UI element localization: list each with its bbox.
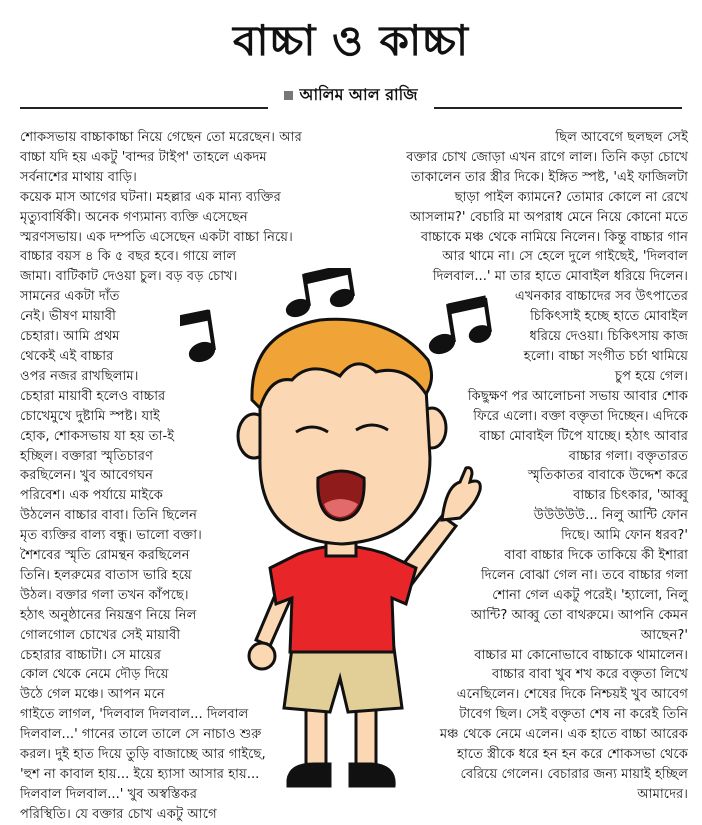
body-text-line: চেহারা মায়াবী হলেও বাচ্চার <box>20 388 166 404</box>
divider-left <box>20 107 268 109</box>
article-title: বাচ্চা ও কাচ্চা <box>232 16 470 65</box>
body-text-line: চুপ হয়ে গেল। <box>615 368 688 384</box>
body-text-line: উঠে গেল মঞ্চে। আপন মনে <box>20 687 165 703</box>
body-text-line: আমাদের। <box>637 786 688 802</box>
body-text-line: তাকালেন তার স্ত্রীর দিকে। ইঙ্গিত স্পষ্ট, 'এই ফাজিলটা <box>410 169 688 185</box>
body-text-line: শোকসভায় বাচ্চাকাচ্চা নিয়ে গেছেন তো মরেছেন। আর <box>20 130 302 145</box>
body-text-line: বাচ্চার বয়স ৪ কি ৫ বছর হবে। গায়ে লাল <box>20 249 237 265</box>
body-text-line: শৈশবের স্মৃতি রোমন্থন করছিলেন <box>20 548 190 564</box>
body-text-line: বাচ্চার বাবা খুব শখ করে বক্তৃতা লিখে <box>492 667 688 683</box>
author-name: আলিম আল রাজি <box>299 85 418 104</box>
body-text-line: ছাড়া পাইল ক্যামনে? তোমার কোলে না রেখে <box>454 189 688 205</box>
body-text-line: তিনি। হলরুমের বাতাস ভারি হয়ে <box>20 567 192 583</box>
body-text-line: এখনকার বাচ্চাদের সব উৎপাতের <box>514 289 688 305</box>
body-text-line: গোলগোল চোখের সেই মায়াবী <box>20 627 181 643</box>
body-text-line: হলো। বাচ্চা সংগীত চর্চা থামিয়ে <box>523 348 688 364</box>
body-text-line: চোখেমুখে দুষ্টামি স্পষ্ট। যাই <box>20 408 160 424</box>
body-text-line: হাতে স্ত্রীকে ধরে হন হন করে শোকসভা থেকে <box>457 747 688 763</box>
body-text-line: আসলাম?' বেচারি মা অপরাধ মেনে নিয়ে কোনো মতে <box>409 209 688 225</box>
body-text-line: মঞ্চ থেকে নেমে এলেন। এক হাতে বাচ্চা আরেক <box>439 727 688 743</box>
divider-right <box>434 107 682 109</box>
music-note-icon <box>284 268 356 320</box>
singing-boy-illustration <box>180 268 500 813</box>
body-text-line: হচ্ছিল। বক্তারা স্মৃতিচারণ <box>20 448 153 464</box>
body-text-line: আন্টি? আব্বু তো বাথরুমে। আপনি কেমন <box>470 607 688 623</box>
body-text-line: বাচ্চার চিৎকার, 'আব্বু <box>573 488 688 504</box>
body-text-line: চেহারা। আমি প্রথম <box>20 329 120 345</box>
body-text-line: বাচ্চা যদি হয় একটু 'বান্দর টাইপ' তাহলে একদম <box>20 149 267 165</box>
body-text-line: স্মরণসভায়। এক দম্পতি এসেছেন একটা বাচ্চা নিয়ে। <box>20 229 293 245</box>
body-text-line: নেই। ভীষণ মায়াবী <box>20 309 116 325</box>
body-text-line: বেরিয়ে গেলেন। বেচারার জন্য মায়াই হচ্ছিল <box>460 767 688 782</box>
body-text-line: উঠলেন বাচ্চার বাবা। তিনি ছিলেন <box>20 508 198 524</box>
body-text-line: কিছুক্ষণ পর আলোচনা সভায় আবার শোক <box>467 388 688 404</box>
body-text-line: পরিবেশ। এক পর্যায়ে মাইকে <box>20 488 163 504</box>
body-text-line: বাচ্চার গলা। বক্তৃতারত <box>568 448 688 464</box>
body-text-line: বাচ্চাকে মঞ্চ থেকে নামিয়ে নিলেন। কিন্তু বাচ্চার গান <box>420 229 688 245</box>
body-text-line: সামনের একটা দাঁত <box>20 289 120 305</box>
body-text-line: ছিল আবেগে ছলছল সেই <box>555 130 688 145</box>
body-text-line: ওপর নজর রাখছিলাম। <box>20 368 139 384</box>
body-text-line: এনেছিলেন। শেষের দিকে নিশ্চয়ই খুব আবেগ <box>456 687 688 703</box>
body-text-line: থেকেই এই বাচ্চার <box>20 348 114 364</box>
body-text-line: উঠল। বক্তার গলা তখন কাঁপছে। <box>20 587 189 603</box>
body-text-line: ফিরে এলো। বক্তা বক্তৃতা দিচ্ছেন। এদিকে <box>473 408 688 424</box>
body-text-line: দিলবাল...' গানের তালে তালে সে নাচাও শুরু <box>20 727 262 743</box>
body-text-line: করছিলেন। খুব আবেগঘন <box>20 468 154 484</box>
body-text-line: বাচ্চার মা কোনোভাবে বাচ্চাকে থামালেন। <box>474 647 688 663</box>
body-text-line: পরিস্থিতি। যে বক্তার চোখ একটু আগে <box>20 806 217 822</box>
body-text-line: দিলেন বোঝা গেল না। তবে বাচ্চার গলা <box>480 567 688 583</box>
body-text-line: মৃত্যুবার্ষিকী। অনেক গণ্যমান্য ব্যক্তি এসেছেন <box>20 209 248 225</box>
body-text-line: উউউউউ... নিলু আন্টি ফোন <box>533 508 688 524</box>
byline <box>0 82 702 109</box>
body-text-line: বাবা বাচ্চার দিকে তাকিয়ে কী ইশারা <box>504 548 688 564</box>
body-text-line: টাবেগ ছিল। সেই বক্তৃতা শেষ না করেই তিনি <box>459 707 688 723</box>
body-text-line: হঠাৎ অনুষ্ঠানের নিয়ন্ত্রণ নিয়ে নিল <box>20 607 197 623</box>
shirt <box>270 546 416 652</box>
body-text-line: চিকিৎসাই হচ্ছে হাতে মোবাইল <box>530 309 688 325</box>
byline-square-icon <box>284 91 293 100</box>
body-text-line: আছেন?' <box>640 627 688 643</box>
body-text-line: সর্বনাশের মাথায় বাড়ি। <box>20 169 137 185</box>
body-text-line: মৃত ব্যক্তির বাল্য বন্ধু। ভালো বক্তা। <box>20 528 202 544</box>
body-text-line: স্মৃতিকাতর বাবাকে উদ্দেশ করে <box>527 468 688 484</box>
body-text-line: দিছে। আমি ফোন ধরব?' <box>560 528 688 544</box>
body-text-line: বক্তার চোখ জোড়া এখন রাগে লাল। তিনি কড়া চোখে <box>406 149 688 165</box>
body-text-line: কোল থেকে নেমে দৌড় দিয়ে <box>20 667 169 683</box>
body-text-line: কয়েক মাস আগের ঘটনা। মহল্লার এক মান্য ব্যক্তির <box>20 189 281 205</box>
body-text-line: বাচ্চা মোবাইল টিপে যাচ্ছে। হঠাৎ আবার <box>479 428 688 444</box>
body-text-line: আর থামে না। সে হেলে দুলে গাইছেই, 'দিলবাল <box>442 249 688 265</box>
body-text-line: দিলবাল...' মা তার হাতে মোবাইল ধরিয়ে দিলেন। <box>432 269 688 285</box>
body-text-line: করল। দুই হাত দিয়ে তুড়ি বাজাচ্ছে আর গাইছে, <box>20 747 266 763</box>
body-text-line: 'হুশ না কাবাল হায়... ইয়ে হ্যাসা আসার হায়... <box>20 767 260 782</box>
body-text-line: চেহারার বাচ্চাটা। সে মায়ের <box>20 647 161 663</box>
music-note-icon <box>180 310 217 375</box>
mouth <box>318 471 364 520</box>
body-text-line: হোক, শোকসভায় যা হয় তা-ই <box>20 428 175 444</box>
body-text-line: গাইতে লাগল, 'দিলবাল দিলবাল... দিলবাল <box>20 707 249 723</box>
body-text-line: ধরিয়ে দেওয়া। চিকিৎসায় কাজ <box>529 329 688 345</box>
body-text-line: জামা। বাটিকাট দেওয়া চুল। বড় বড় চোখ। <box>20 269 238 285</box>
music-note-icon <box>427 296 493 357</box>
body-text-line: দিলবাল দিলবাল...' খুব অস্বস্তিকর <box>20 786 197 802</box>
body-text-line: শোনা গেল একটু পরেই। 'হ্যালো, নিলু <box>492 587 688 603</box>
shorts <box>284 648 402 712</box>
